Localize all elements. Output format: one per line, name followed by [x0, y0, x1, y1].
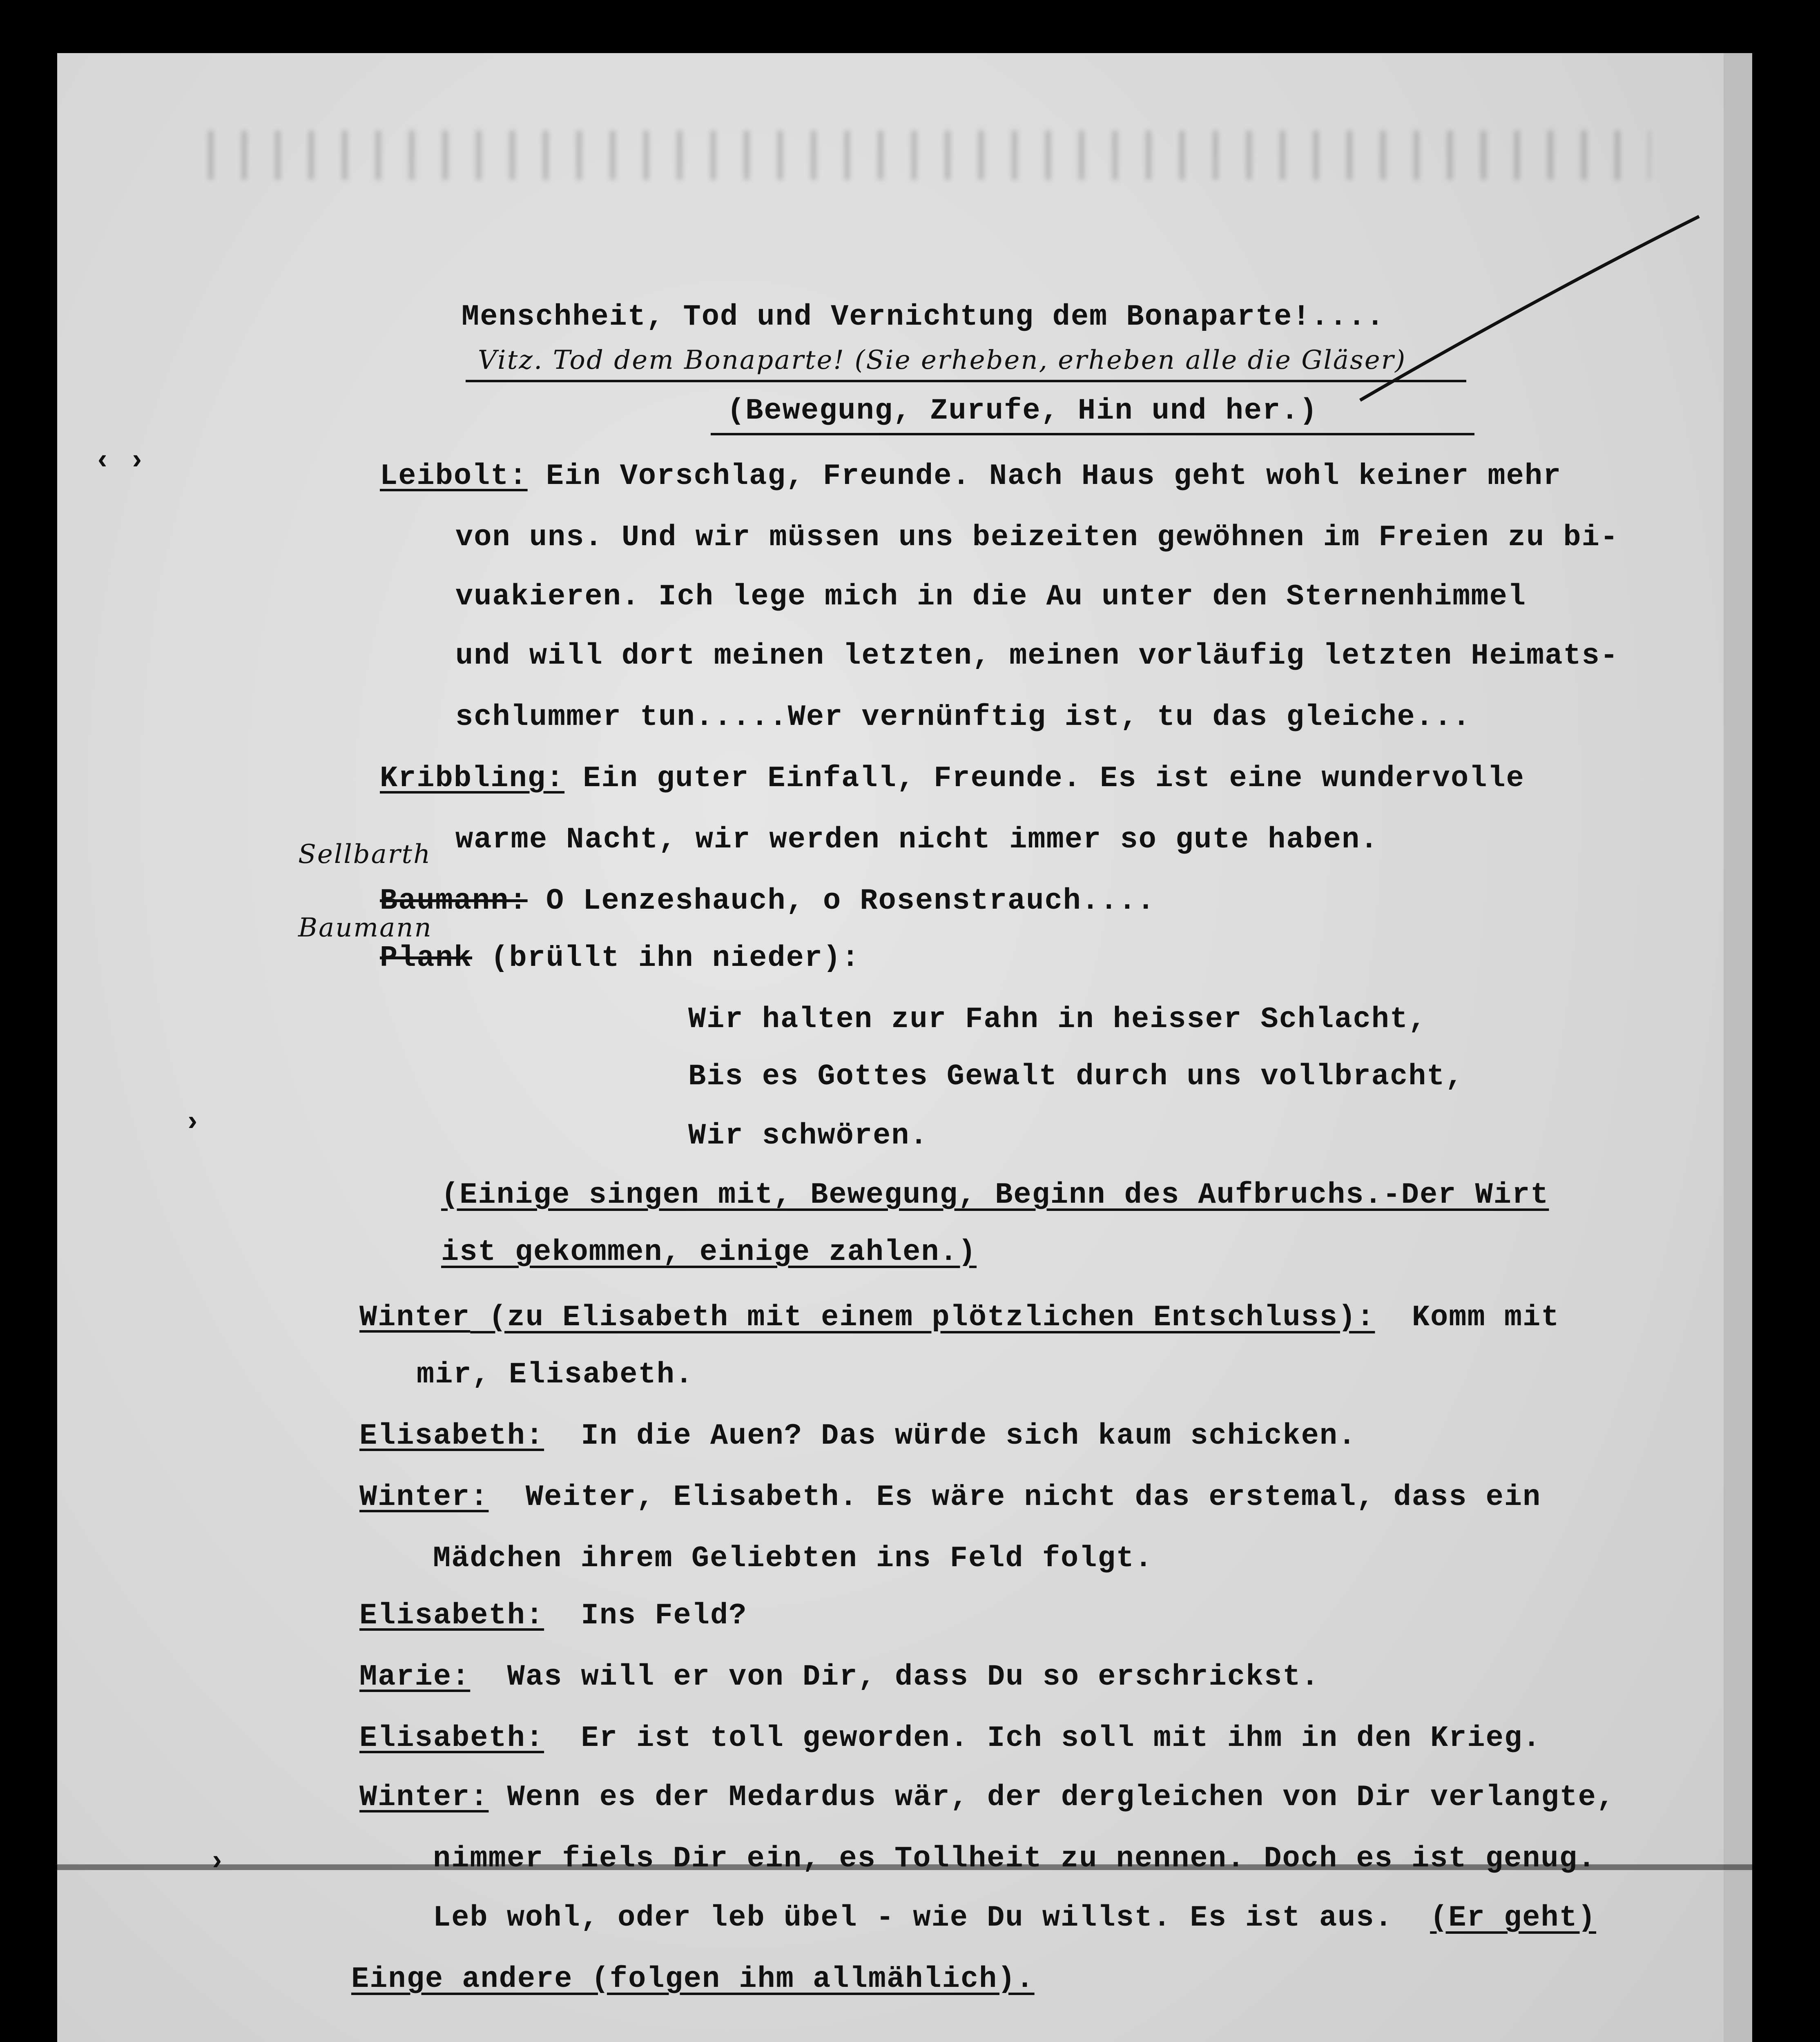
dialogue-text: Ins Feld? — [544, 1599, 747, 1632]
dialogue-text: Ein guter Einfall, Freunde. Es ist eine wundervolle — [564, 762, 1525, 795]
dialogue-line-leibolt — [380, 461, 1561, 491]
dialogue-text: Leb wohl, oder leb übel - wie Du willst. Es ist aus. — [433, 1901, 1393, 1935]
page-edge-shadow — [1724, 53, 1752, 2042]
stage-direction-3: ist gekommen, einige zahlen.) — [441, 1235, 977, 1269]
margin-mark: › — [184, 1107, 201, 1139]
stage-direction-inline: (zu Elisabeth mit einem plötzlichen Entschluss): — [470, 1301, 1375, 1334]
dialogue-line-elisabeth-1 — [359, 1421, 1356, 1451]
speaker-label: Elisabeth: — [359, 1419, 544, 1453]
margin-mark: › — [208, 1846, 226, 1878]
dialogue-text: Was will er von Dir, dass Du so erschrickst. — [470, 1660, 1320, 1694]
stage-direction-4: Einge andere (folgen ihm allmählich). — [351, 1962, 1035, 1996]
speaker-label: Elisabeth: — [359, 1599, 544, 1632]
handwritten-name-1: Sellbarth — [298, 839, 432, 869]
speaker-label: Winter: — [359, 1781, 489, 1814]
text-line-26: nimmer fiels Dir ein, es Tollheit zu nennen. Doch es ist genug. — [433, 1842, 1597, 1875]
text-line-18: mir, Elisabeth. — [417, 1358, 694, 1391]
dialogue-line-winter-3 — [359, 1783, 1615, 1812]
dialogue-text: O Lenzeshauch, o Rosenstrauch.... — [527, 884, 1155, 918]
dialogue-text: Weiter, Elisabeth. Es wäre nicht das erstemal, dass ein — [488, 1480, 1541, 1514]
stage-direction-1: (Bewegung, Zurufe, Hin und her.) — [727, 394, 1318, 428]
speaker-label: Elisabeth: — [359, 1721, 544, 1755]
dialogue-text: Ein Vorschlag, Freunde. Nach Haus geht wohl keiner mehr — [527, 459, 1562, 493]
stage-direction-2: (Einige singen mit, Bewegung, Beginn des Aufbruchs.-Der Wirt — [441, 1178, 1549, 1212]
dialogue-line-elisabeth-3 — [359, 1723, 1541, 1753]
text-line-27 — [433, 1903, 1596, 1933]
text-line-6: und will dort meinen letzten, meinen vorläufig letzten Heimats- — [455, 639, 1619, 673]
speaker-label-struck: Plank — [380, 941, 473, 975]
speaker-label: Leibolt: — [380, 459, 528, 493]
verse-line-2: Bis es Gottes Gewalt durch uns vollbracht, — [688, 1060, 1464, 1093]
text-line-21: Mädchen ihrem Geliebten ins Feld folgt. — [433, 1542, 1153, 1575]
speaker-label: Winter: — [359, 1480, 489, 1514]
text-line-1: Menschheit, Tod und Vernichtung dem Bonaparte!.... — [462, 300, 1385, 334]
stage-direction-inline: (Er geht) — [1430, 1901, 1597, 1935]
dialogue-line-kribbling — [380, 764, 1525, 793]
verse-line-3: Wir schwören. — [688, 1119, 928, 1153]
speaker-label: Marie: — [359, 1660, 471, 1694]
dialogue-text: Wenn es der Medardus wär, der dergleichen von Dir verlangte, — [488, 1781, 1615, 1814]
text-line-5: vuakieren. Ich lege mich in die Au unter den Sternenhimmel — [455, 580, 1527, 613]
dialogue-line-winter-2 — [359, 1482, 1541, 1512]
speaker-label: Kribbling: — [380, 762, 565, 795]
dialogue-text: Er ist toll geworden. Ich soll mit ihm in den Krieg. — [544, 1721, 1541, 1755]
dialogue-text: (brüllt ihn nieder): — [472, 941, 860, 975]
dialogue-line-marie — [359, 1662, 1320, 1692]
text-line-4: von uns. Und wir müssen uns beizeiten gewöhnen im Freien zu bi- — [455, 521, 1619, 554]
dialogue-line-plank — [380, 943, 860, 973]
dialogue-text: In die Auen? Das würde sich kaum schicken. — [544, 1419, 1357, 1453]
text-line-7: schlummer tun.....Wer vernünftig ist, tu das gleiche... — [455, 700, 1471, 734]
verse-line-1: Wir halten zur Fahn in heisser Schlacht, — [688, 1003, 1427, 1036]
margin-mark: ‹ › — [94, 445, 146, 477]
dialogue-line-winter-1 — [359, 1303, 1559, 1332]
speaker-label-struck: Baumann: — [380, 884, 528, 918]
text-line-9: warme Nacht, wir werden nicht immer so gute haben. — [455, 823, 1379, 856]
dialogue-line-baumann — [380, 886, 1155, 916]
show-through-marks — [180, 131, 1650, 180]
handwritten-name-2: Baumann — [298, 913, 433, 943]
handwritten-underline — [466, 380, 1466, 382]
document-page — [57, 53, 1752, 2042]
dialogue-text: Komm mit — [1375, 1301, 1560, 1334]
handwritten-insertion: Vitz. Tod dem Bonaparte! (Sie erheben, erheben alle die Gläser) — [478, 345, 1407, 375]
speaker-label: Winter — [359, 1301, 471, 1334]
stage-direction-rule — [711, 433, 1474, 435]
dialogue-line-elisabeth-2 — [359, 1601, 747, 1630]
